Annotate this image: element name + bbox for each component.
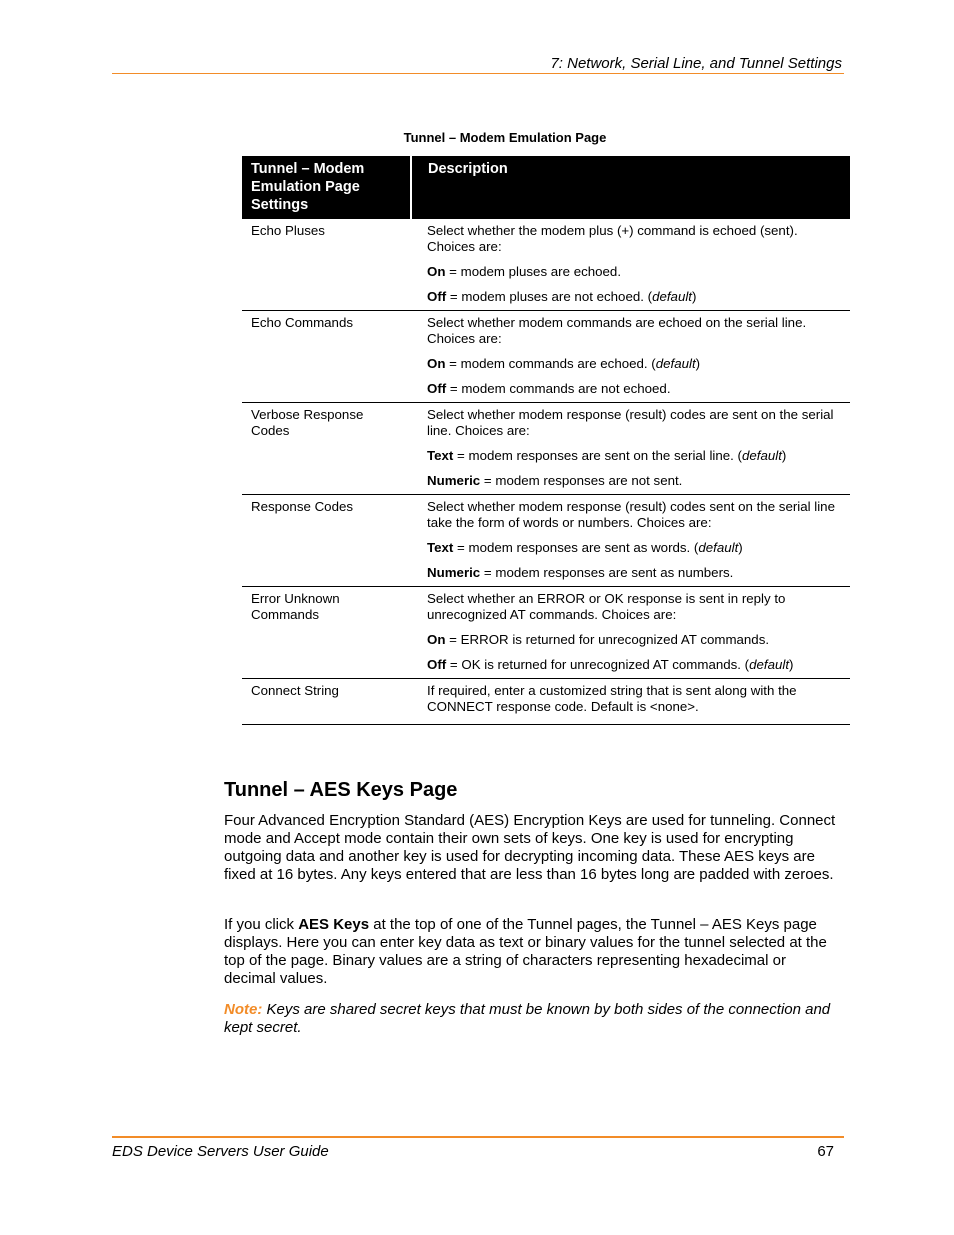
paragraph-text: If you click — [224, 916, 299, 933]
choice-key: Text — [427, 540, 454, 555]
choice-key: On — [427, 264, 446, 279]
setting-description — [411, 495, 850, 587]
setting-description — [411, 587, 850, 679]
choice-option — [427, 473, 838, 489]
paragraph-aes-keys — [224, 916, 836, 988]
choice-text: = modem responses are not sent. — [480, 473, 683, 488]
choice-text: = modem responses are sent as numbers. — [480, 565, 734, 580]
choice-text: = modem commands are not echoed. — [446, 381, 671, 396]
default-marker: default — [741, 448, 782, 463]
table-row — [242, 311, 850, 403]
table-caption: Tunnel – Modem Emulation Page — [403, 130, 607, 145]
choice-key: Numeric — [427, 473, 481, 488]
setting-name: Connect String — [242, 679, 411, 725]
header-settings: Tunnel – Modem Emulation Page Settings — [242, 156, 411, 219]
note-label: Note: — [224, 1001, 263, 1018]
choice-key: Off — [427, 289, 447, 304]
description-intro: Select whether modem response (result) codes sent on the serial line take the form of words or numbers. Choices are: — [427, 499, 835, 530]
running-header: 7: Network, Serial Line, and Tunnel Settings — [550, 55, 842, 72]
description-intro: Select whether modem response (result) codes are sent on the serial line. Choices are: — [427, 407, 834, 438]
aes-keys-term: AES Keys — [298, 916, 370, 933]
choice-option: On = modem commands are echoed. (default) — [427, 356, 701, 371]
setting-description — [411, 403, 850, 495]
table-row — [242, 219, 850, 311]
choice-option — [427, 264, 838, 280]
setting-description — [411, 219, 850, 311]
setting-name: Verbose Response Codes — [242, 403, 411, 495]
setting-name: Response Codes — [242, 495, 411, 587]
note-text: Keys are shared secret keys that must be known by both sides of the connection and kept secret. — [224, 1001, 831, 1036]
page-number: 67 — [817, 1143, 834, 1160]
section-title: Tunnel – AES Keys Page — [224, 779, 458, 801]
description-intro: If required, enter a customized string that is sent along with the CONNECT response code. Default is <none>. — [427, 683, 797, 714]
table-row — [242, 587, 850, 679]
table-row — [242, 495, 850, 587]
footer-title: EDS Device Servers User Guide — [112, 1143, 329, 1160]
choice-text: = modem pluses are echoed. — [445, 264, 622, 279]
footer-rule — [112, 1136, 844, 1138]
choice-key: Off — [427, 657, 447, 672]
choice-key: Numeric — [427, 565, 481, 580]
choice-option — [427, 565, 838, 581]
table-header-row — [242, 156, 850, 219]
choice-key: Off — [427, 381, 447, 396]
description-intro: Select whether modem commands are echoed on the serial line. Choices are: — [427, 315, 807, 346]
default-marker: default — [698, 540, 739, 555]
choice-option: Off = OK is returned for unrecognized AT commands. (default) — [427, 657, 794, 672]
setting-description — [411, 679, 850, 725]
setting-name: Echo Pluses — [242, 219, 411, 311]
description-intro: Select whether an ERROR or OK response is sent in reply to unrecognized AT commands. Choices are: — [427, 591, 786, 622]
choice-text: = modem responses are sent on the serial line. ( — [453, 448, 742, 463]
setting-name: Error Unknown Commands — [242, 587, 411, 679]
choice-option: Text = modem responses are sent as words. (default) — [427, 540, 743, 555]
table-row — [242, 679, 850, 725]
description-intro: Select whether the modem plus (+) command is echoed (sent). Choices are: — [427, 223, 798, 254]
header-description: Description — [411, 156, 850, 219]
setting-description — [411, 311, 850, 403]
choice-option: Text = modem responses are sent on the serial line. (default) — [427, 448, 787, 463]
choice-text: = modem pluses are not echoed. ( — [446, 289, 653, 304]
table-row — [242, 403, 850, 495]
choice-text: = ERROR is returned for unrecognized AT commands. — [445, 632, 770, 647]
choice-text: = OK is returned for unrecognized AT commands. ( — [446, 657, 750, 672]
choice-key: Text — [427, 448, 454, 463]
paragraph-intro: Four Advanced Encryption Standard (AES) Encryption Keys are used for tunneling. Connect mode and Accept mode contain their own sets of keys. One key is used for encrypting outgoing data and another key is used for decrypting incoming data. These AES keys are fixed at 16 bytes. Any keys entered that are less than 16 bytes long are padded with zeroes. — [224, 812, 836, 883]
choice-text: = modem commands are echoed. ( — [445, 356, 656, 371]
choice-option: Off = modem pluses are not echoed. (default) — [427, 289, 697, 304]
settings-table — [242, 156, 850, 725]
default-marker: default — [655, 356, 696, 371]
choice-text: = modem responses are sent as words. ( — [453, 540, 699, 555]
default-marker: default — [749, 657, 790, 672]
setting-name: Echo Commands — [242, 311, 411, 403]
header-rule — [112, 73, 844, 74]
choice-key: On — [427, 356, 446, 371]
paragraph-text: at the top of one of the Tunnel pages, the Tunnel – AES Keys page displays. Here you can enter key data as text or binary values for the tunnel selected at the top of the page. Binary values are a string of characters representing hexadecimal or decimal values. — [224, 916, 827, 987]
choice-option — [427, 632, 838, 648]
default-marker: default — [652, 289, 692, 304]
note — [224, 1001, 836, 1037]
choice-key: On — [427, 632, 446, 647]
choice-option — [427, 381, 838, 397]
